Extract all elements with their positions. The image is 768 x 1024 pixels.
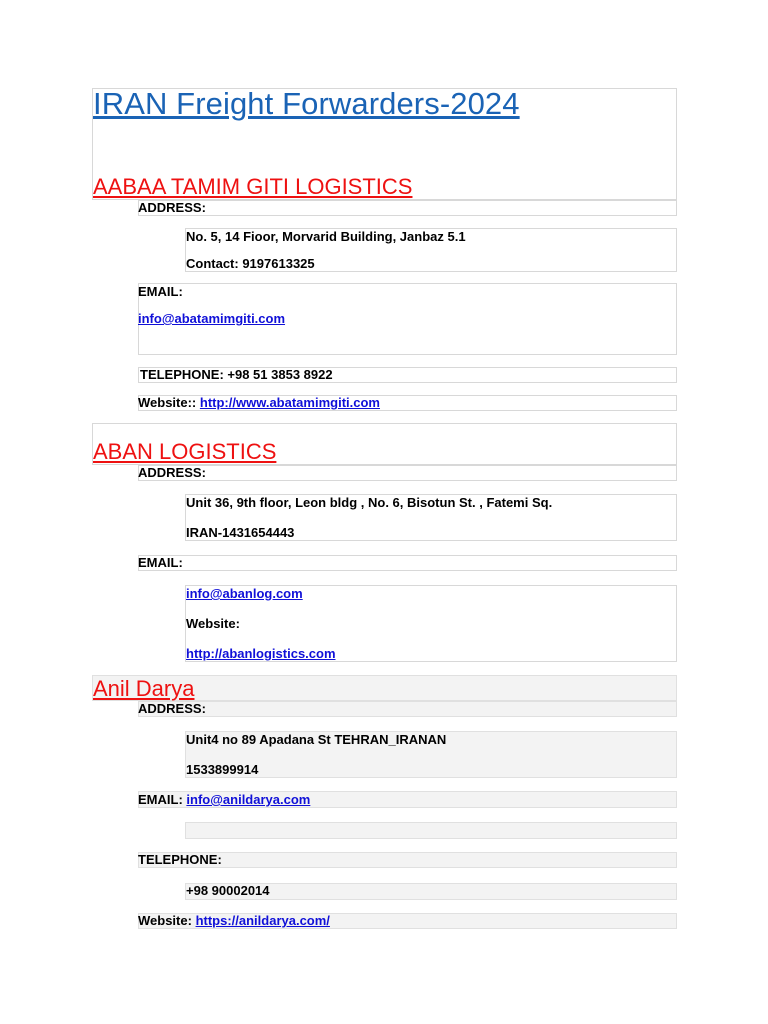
email-link[interactable]: info@anildarya.com <box>186 792 311 807</box>
company-name[interactable]: AABAA TAMIM GITI LOGISTICS <box>93 174 413 199</box>
address-line-2: Contact: 9197613325 <box>186 256 315 271</box>
address-line-1: No. 5, 14 Fioor, Morvarid Building, Janbaz 5.1 <box>186 229 466 244</box>
address-label: ADDRESS: <box>138 200 206 215</box>
email-label: EMAIL: <box>138 555 183 570</box>
address-line-1: Unit4 no 89 Apadana St TEHRAN_IRANAN <box>186 732 447 747</box>
email-row-text <box>138 792 310 807</box>
website-row-text <box>138 395 380 410</box>
website-link[interactable]: http://abanlogistics.com <box>186 646 336 661</box>
website-link[interactable]: http://www.abatamimgiti.com <box>199 395 380 410</box>
address-line-2: IRAN-1431654443 <box>186 525 295 540</box>
website-label: Website:: <box>138 395 197 410</box>
website-label: Website: <box>186 616 240 631</box>
email-link[interactable]: info@abanlog.com <box>186 586 303 601</box>
telephone-text: TELEPHONE: +98 51 3853 8922 <box>140 367 333 382</box>
address-label: ADDRESS: <box>138 701 206 716</box>
address-line-1: Unit 36, 9th floor, Leon bldg , No. 6, Bisotun St. , Fatemi Sq. <box>186 495 553 510</box>
email-link[interactable]: info@abatamimgiti.com <box>138 311 286 326</box>
address-label-row <box>138 465 677 481</box>
address-label: ADDRESS: <box>138 465 206 480</box>
telephone-label: TELEPHONE: <box>138 852 222 867</box>
company-name[interactable]: Anil Darya <box>93 676 195 701</box>
company-name[interactable]: ABAN LOGISTICS <box>93 439 277 464</box>
email-label: EMAIL: <box>138 792 183 807</box>
address-line-2: 1533899914 <box>186 762 259 777</box>
website-link[interactable]: https://anildarya.com/ <box>195 913 330 928</box>
telephone-number: +98 90002014 <box>186 883 270 898</box>
email-label-row <box>138 555 677 571</box>
website-label: Website: <box>138 913 192 928</box>
empty-row <box>185 822 677 839</box>
address-label-row <box>138 701 677 717</box>
website-row-text <box>138 913 330 928</box>
document-title[interactable]: IRAN Freight Forwarders-2024 <box>93 86 520 121</box>
address-label-row <box>138 200 677 216</box>
email-label: EMAIL: <box>138 284 183 299</box>
